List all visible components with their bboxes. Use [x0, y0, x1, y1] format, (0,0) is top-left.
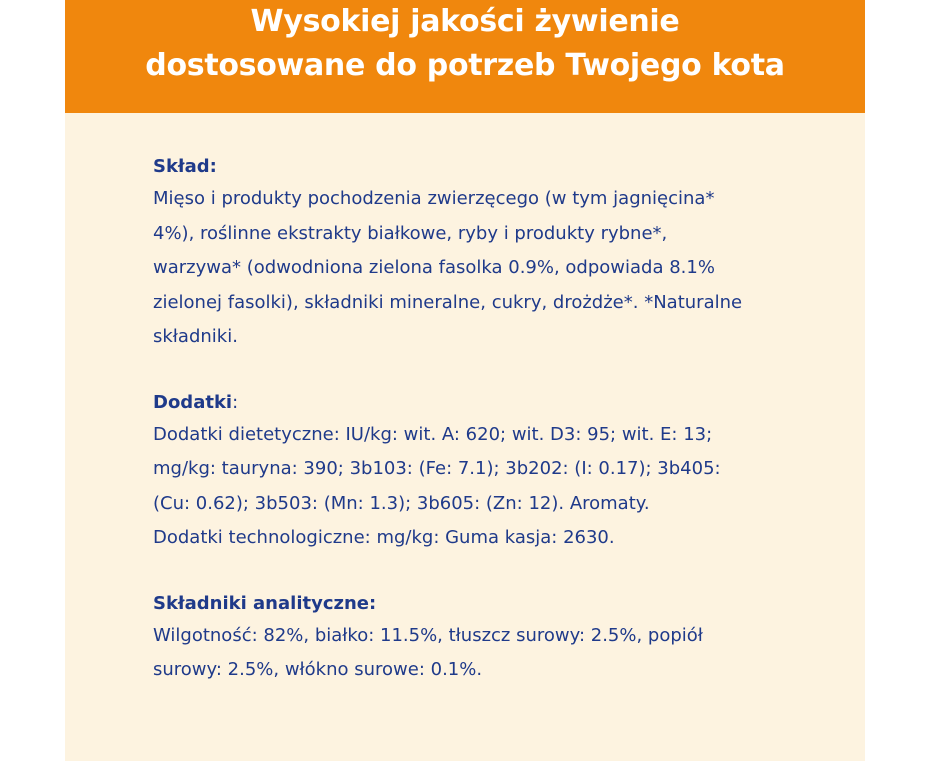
ingredients-content [153, 152, 803, 721]
composition-text: Mięso i produkty pochodzenia zwierzęcego (w tym jagnięcina* 4%), roślinne ekstrakty białkowe, ryby i produkty rybne*, warzywa* (odwodniona zielona fasolka 0.9%, odpowiada 8.1% zielonej fasolki), składniki mineralne, cukry, drożdże*. *Naturalne składniki. [153, 188, 743, 347]
section-heading [153, 388, 803, 418]
section-heading [153, 152, 803, 182]
analytical-section [153, 589, 803, 688]
additives-section [153, 388, 803, 556]
analytical-text: Wilgotność: 82%, białko: 11.5%, tłuszcz surowy: 2.5%, popiół surowy: 2.5%, włókno surowe: 0.1%. [153, 624, 703, 680]
banner-title: Wysokiej jakości żywienie dostosowane do potrzeb Twojego kota [145, 4, 785, 83]
composition-heading: Skład: [153, 156, 217, 177]
additives-heading-colon: : [232, 391, 239, 413]
additives-heading: Dodatki [153, 391, 233, 413]
header-banner [65, 0, 865, 113]
composition-section [153, 152, 803, 355]
section-heading [153, 589, 803, 619]
product-info-card [65, 0, 865, 761]
analytical-heading: Składniki analityczne: [153, 592, 377, 614]
additives-text: Dodatki dietetyczne: IU/kg: wit. A: 620; wit. D3: 95; wit. E: 13; mg/kg: tauryna: 390; 3b103: (Fe: 7.1); 3b202: (I: 0.17); 3b405: (Cu: 0.62); 3b503: (Mn: 1.3); 3b605: (Zn: 12). Aromaty. Dodatki technologiczne: mg/kg: Guma kasja: 2630. [153, 423, 721, 548]
